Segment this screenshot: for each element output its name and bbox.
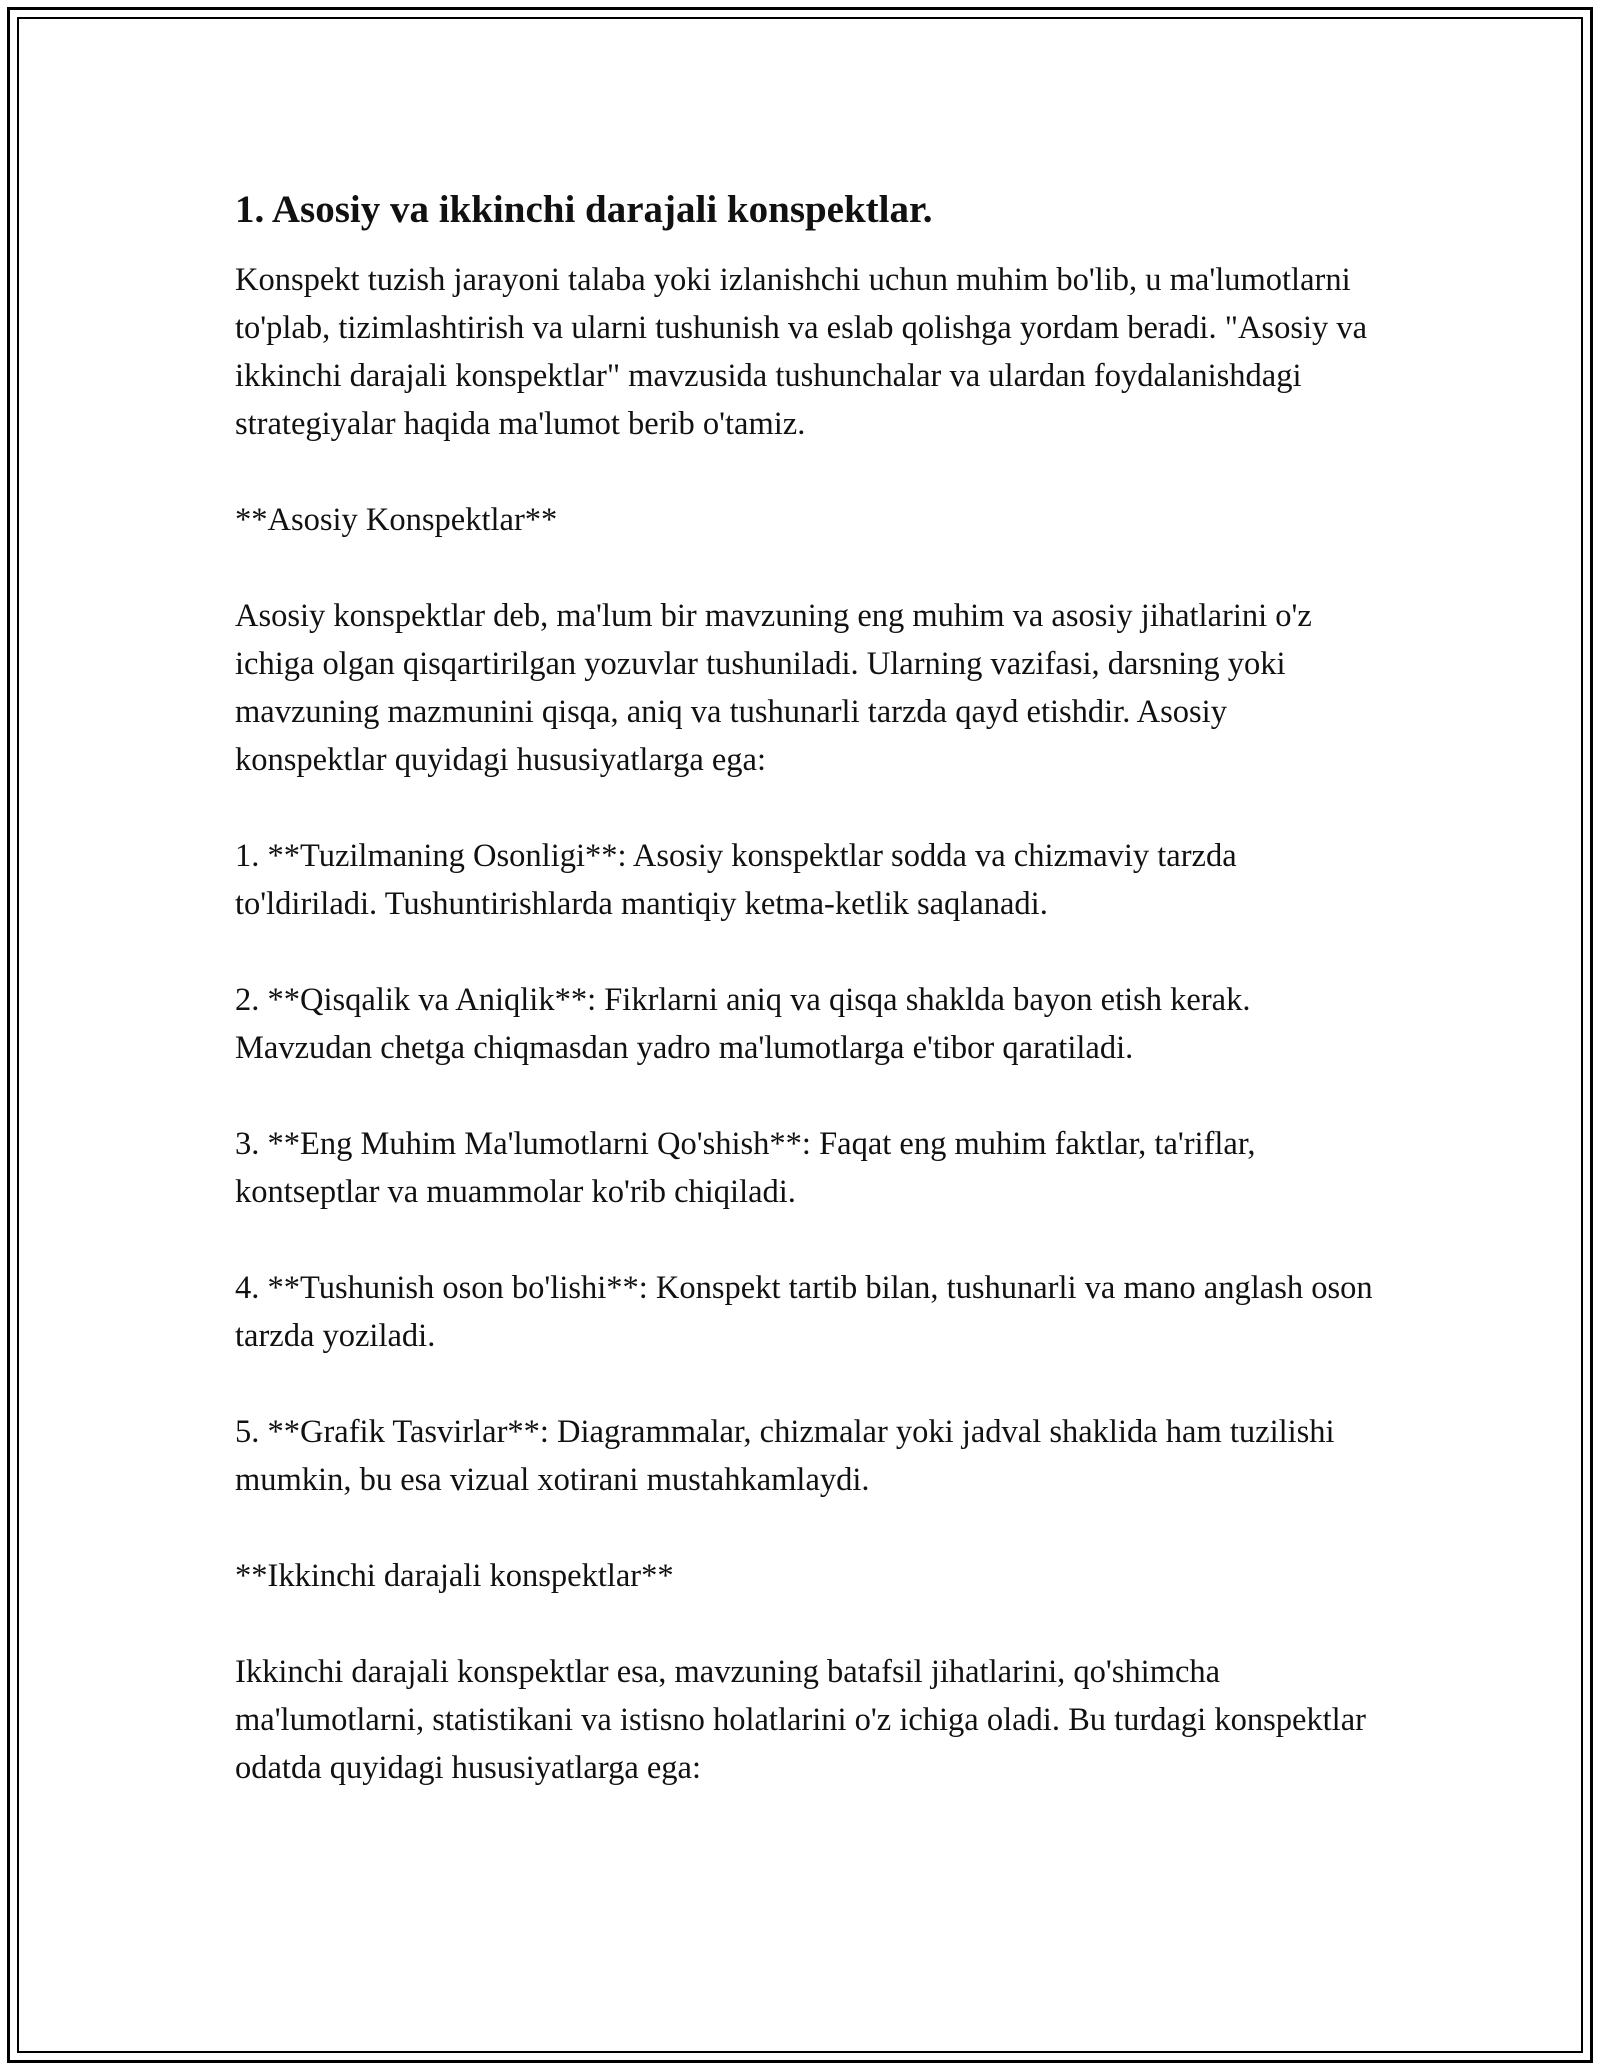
section-heading: 1. Asosiy va ikkinchi darajali konspektlar. [235,188,933,231]
list-item-2: 2. **Qisqalik va Aniqlik**: Fikrlarni aniq va qisqa shaklda bayon etish kerak. Mavzudan chetga chiqmasdan yadro ma'lumotlarga e'tibor qaratiladi. [235,982,1251,1066]
intro-paragraph: Konspekt tuzish jarayoni talaba yoki izlanishchi uchun muhim bo'lib, u ma'lumotlarni to'plab, tizimlashtirish va ularni tushunish va eslab qolishga yordam beradi. "Asosiy va ikkinchi darajali konspektlar" mavzusida tushunchalar va ulardan foydalanishdagi strategiyalar haqida ma'lumot berib o'tamiz. [235,262,1368,442]
list-item-3: 3. **Eng Muhim Ma'lumotlarni Qo'shish**: Faqat eng muhim faktlar, ta'riflar, kontseptlar va muammolar ko'rib chiqiladi. [235,1126,1256,1210]
document-body [235,186,1385,1840]
asosiy-definition-paragraph: Asosiy konspektlar deb, ma'lum bir mavzuning eng muhim va asosiy jihatlarini o'z ichiga olgan qisqartirilgan yozuvlar tushuniladi. Ularning vazifasi, darsning yoki mavzuning mazmunini qisqa, aniq va tushunarli tarzda qayd etishdir. Asosiy konspektlar quyidagi hususiyatlarga ega: [235,598,1312,778]
list-item-1: 1. **Tuzilmaning Osonligi**: Asosiy konspektlar sodda va chizmaviy tarzda to'ldiriladi. Tushuntirishlarda mantiqiy ketma-ketlik saqlanadi. [235,838,1237,922]
subheading-asosiy-konspektlar: **Asosiy Konspektlar** [235,502,558,538]
list-item-5: 5. **Grafik Tasvirlar**: Diagrammalar, chizmalar yoki jadval shaklida ham tuzilishi mumkin, bu esa vizual xotirani mustahkamlaydi. [235,1414,1335,1498]
ikkinchi-definition-paragraph: Ikkinchi darajali konspektlar esa, mavzuning batafsil jihatlarini, qo'shimcha ma'lumotlarni, statistikani va istisno holatlarini o'z ichiga oladi. Bu turdagi konspektlar odatda quyidagi hususiyatlarga ega: [235,1654,1366,1786]
subheading-ikkinchi-darajali: **Ikkinchi darajali konspektlar** [235,1558,674,1594]
list-item-4: 4. **Tushunish oson bo'lishi**: Konspekt tartib bilan, tushunarli va mano anglash oson tarzda yoziladi. [235,1270,1373,1354]
